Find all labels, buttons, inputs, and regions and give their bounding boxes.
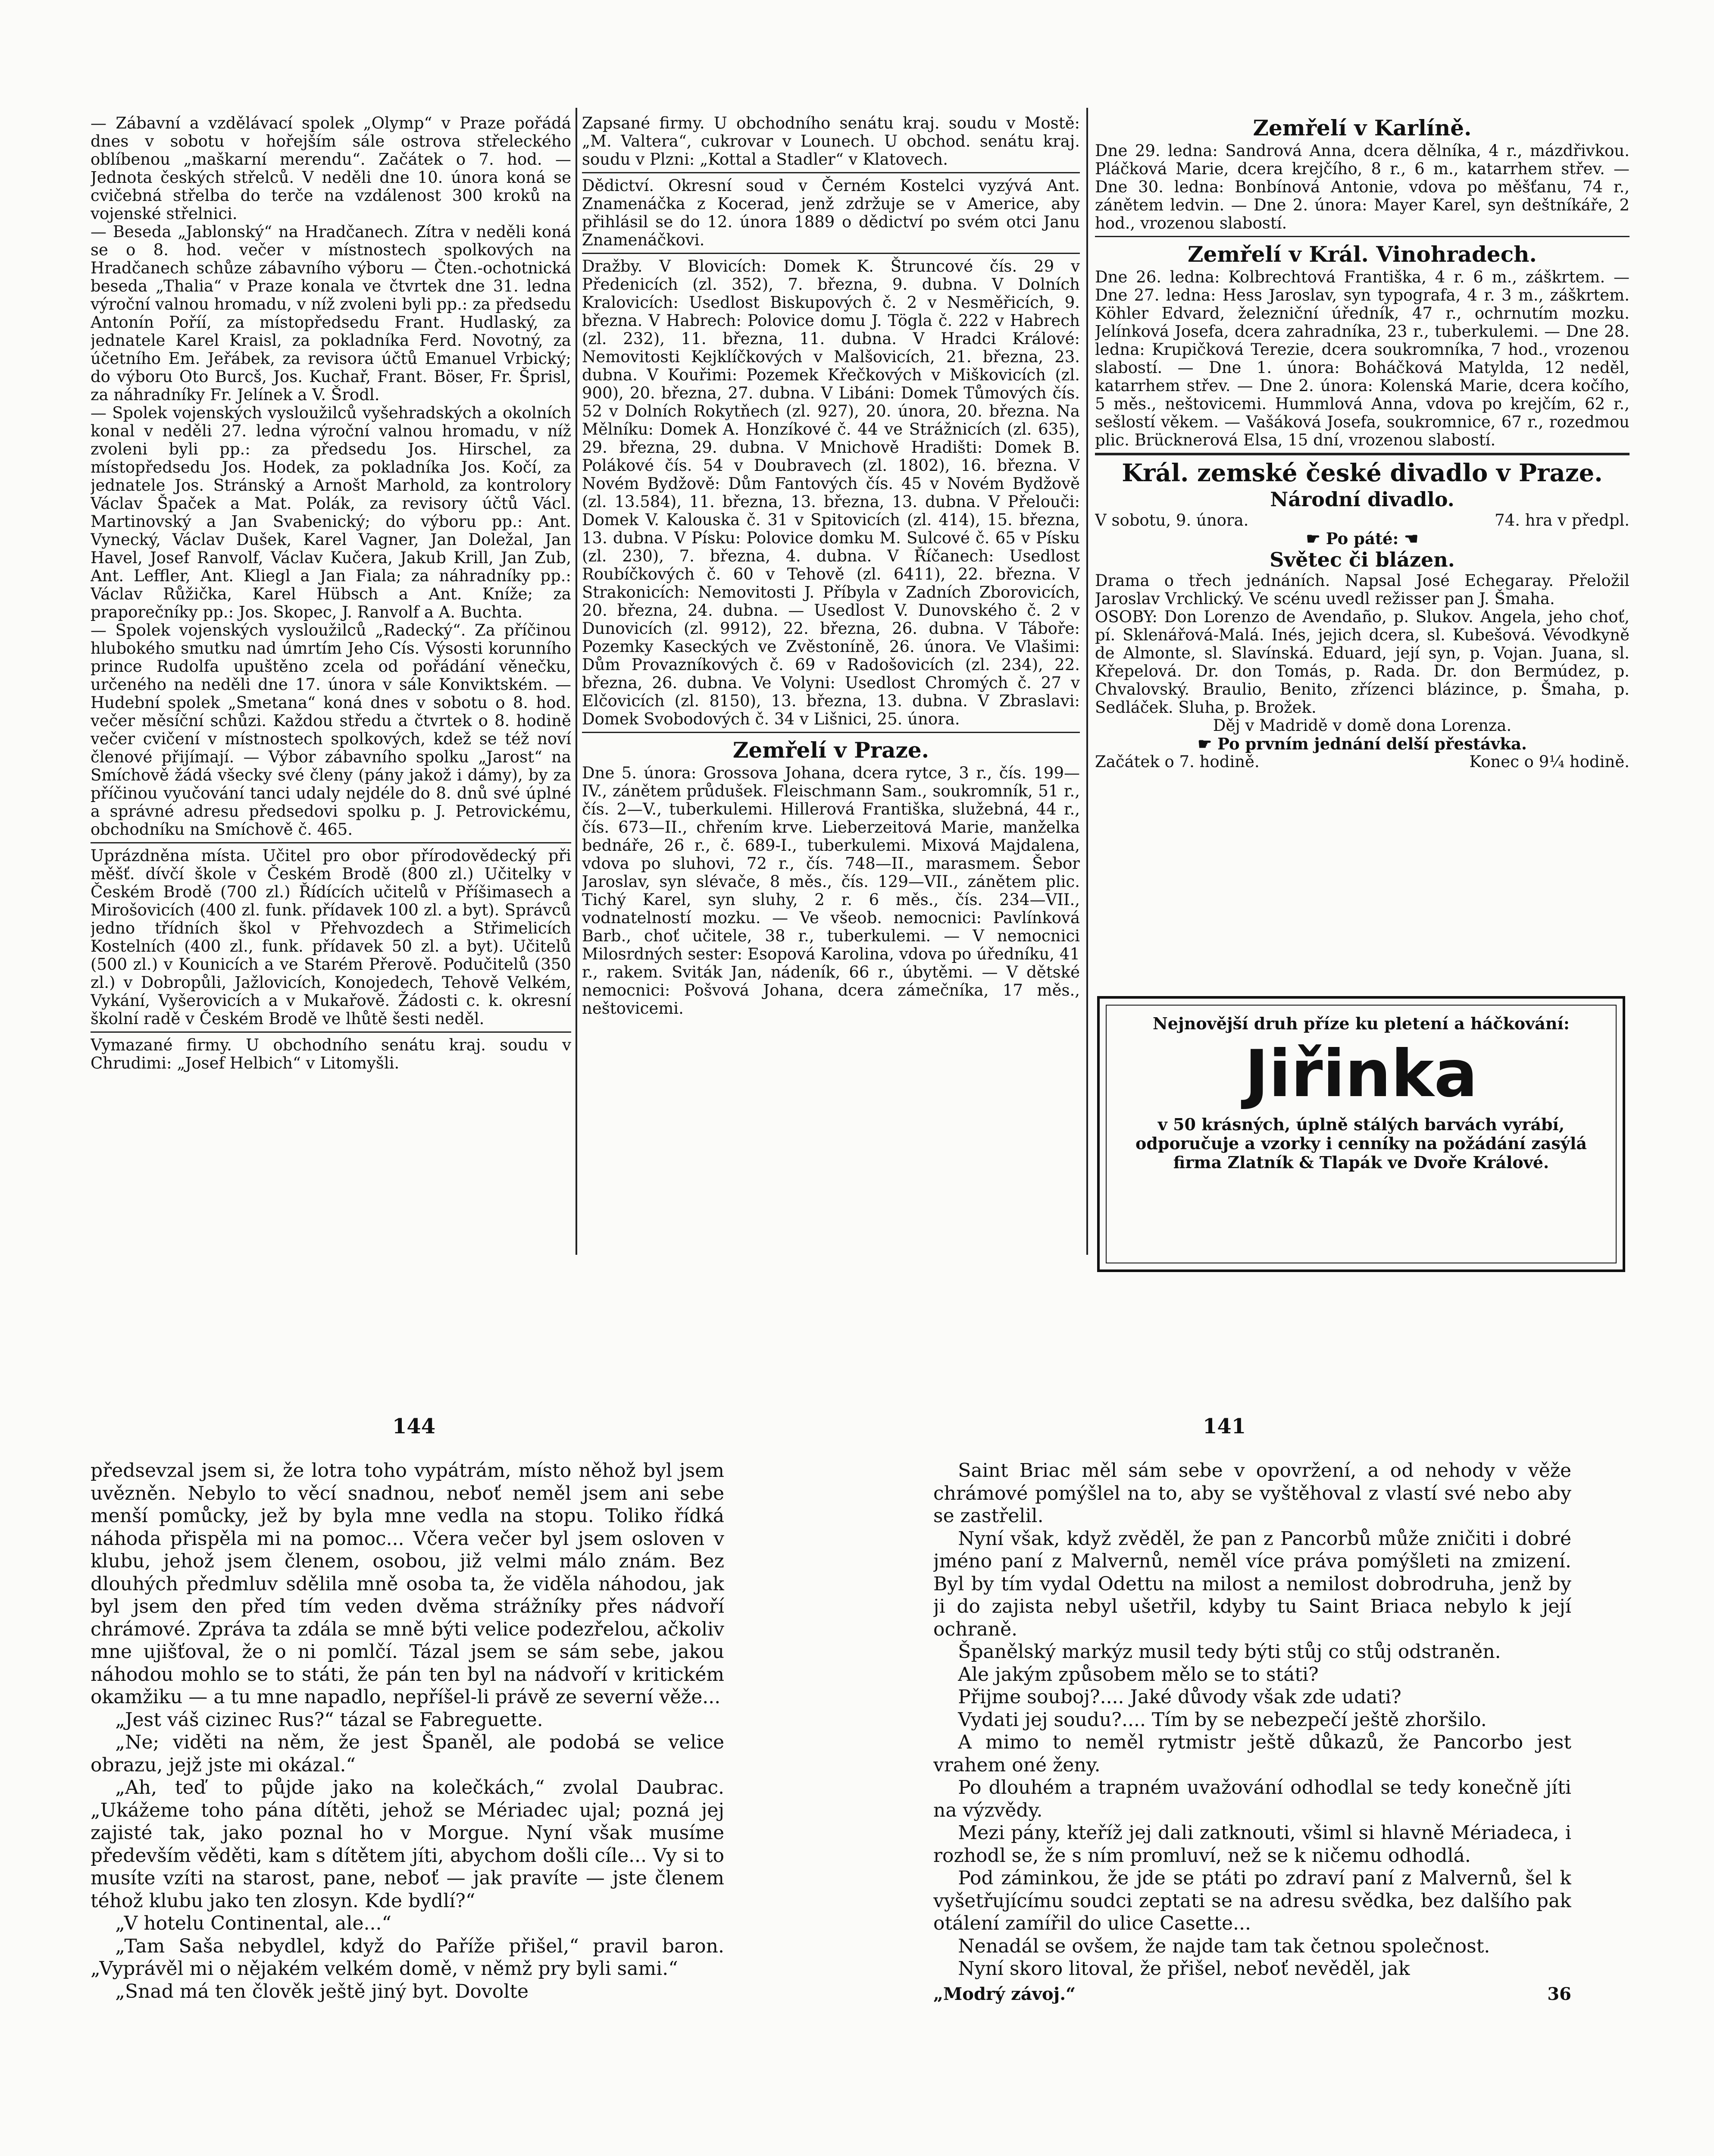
divider [91, 1031, 571, 1033]
theatre-date: V sobotu, 9. února. [1095, 511, 1249, 530]
story-paragraph: Španělský markýz musil tedy býti stůj co stůj odstraněn. [958, 1641, 1501, 1663]
end-time: Konec o 9¼ hodině. [1469, 752, 1630, 771]
start-time: Začátek o 7. hodině. [1095, 752, 1260, 771]
divider [91, 842, 571, 843]
divider [1095, 453, 1630, 455]
ad-body: v 50 krásných, úplně stálých barvách vyrábí, odporučuje a vzorky i cenníky na požádání zasýlá firma Zlatník & Tlapák ve Dvoře Králové. [1135, 1115, 1587, 1172]
story-paragraph: Mezi pány, kteříž jej dali zatknouti, všiml si hlavně Mériadeca, i rozhodl se, že s ním promluví, než se k ničemu odhodlá. [933, 1822, 1571, 1867]
theatre-first-label [1095, 530, 1630, 548]
paragraph: Dědictví. Okresní soud v Černém Kostelci vyzývá Ant. Znamenáčka z Kocerad, jenž zdržuje se v Americe, aby přihlásil se do 12. února 1889 o dědictví po svém otci Janu Znamenáčkovi. [582, 176, 1080, 249]
ad-brand: Jiřinka [1245, 1037, 1478, 1112]
story-paragraph: „Jest váš cizinec Rus?“ tázal se Fabreguette. [115, 1708, 543, 1731]
play-title: Světec či blázen. [1270, 548, 1455, 571]
pointing-hand-icon: ☛ [1198, 734, 1218, 753]
theatre-date-row [1095, 511, 1630, 530]
story-left [91, 1460, 724, 2156]
page-number-right: 141 [1203, 1414, 1246, 1438]
story-paragraph: Saint Briac měl sám sebe v opovržení, a od nehody v věže chrámové pomýšlel na to, aby se vyštěhoval z vlastí své nebo aby se zastřelil. [933, 1460, 1571, 1527]
story-paragraph: Pod záminkou, že jde se ptáti po zdraví paní z Malvernů, šel k vyšetřujícímu soudci zeptati se na adresu svědka, bez dalšího pak otálení zamířil do ulice Casette... [933, 1867, 1571, 1934]
story-right [933, 1460, 1571, 2156]
paragraph: Dražby. V Blovicích: Domek K. Štruncové čís. 29 v Předenicích (zl. 352), 7. března, 9. dubna. V Dolních Kralovicích: Usedlost Biskupových č. 2 v Nesměřicích, 9. března. V Habrech: Polovice domu J. Tögla č. 222 v Habrech (zl. 232), 11. března, 11. dubna. V Hradci Králové: Nemovitosti Kejklíčkových v Malšovicích, 21. března, 23. dubna. V Kouřimi: Pozemek Křečkových v Miškovicích (zl. 900), 20. března, 27. dubna. V Libáni: Domek Tůmových čís. 52 v Dolních Rokytňech (zl. 927), 20. února, 20. března. Na Mělníku: Domek A. Honzíkové č. 44 ve Strážnicích (zl. 635), 29. března, 29. dubna. V Mnichově Hradišti: Domek B. Polákové čís. 54 v Doubravech (zl. 1802), 16. března. V Novém Bydžově: Dům Fantových čís. 45 v Novém Bydžově (zl. 13.584), 11. března, 13. března, 13. dubna. V Přelouči: Domek V. Kalouska č. 31 v Spitovicích (zl. 414), 15. března, 13. dubna. V Písku: Polovice domku M. Sulcové č. 65 v Písku (zl. 230), 7. března, 4. dubna. V Říčanech: Usedlost Roubíčkových č. 60 v Tehově (zl. 6411), 22. března. V Strakonicích: Nemovitosti J. Příbyla v Zadních Zborovicích, 20. března, 24. dubna. — Usedlost V. Dunovského č. 2 v Dunovicích (zl. 9912), 22. března, 26. dubna. V Táboře: Pozemky Kaseckých ve Zvěstoníně, 26. února. Ve Vlašimi: Dům Provazníkových č. 69 v Radošovicích (zl. 234), 22. března, 26. dubna. Ve Volyni: Usedlost Chromých č. 27 v Elčovicích (zl. 8150), 13. března, 13. dubna. V Zbraslavi: Domek Svobodových č. 34 v Lišnici, 25. února. [582, 257, 1080, 728]
story-paragraph: „Ne; viděti na něm, že jest Španěl, ale podobá se velice obrazu, jejž jste mi okázal.“ [91, 1731, 724, 1776]
column-announcements [91, 114, 571, 1253]
column-notices [582, 114, 1080, 1253]
paragraph: Dne 29. ledna: Sandrová Anna, dcera dělníka, 4 r., mázdřivkou. Pláčková Marie, dcera krejčího, 8 r., 6 m., katarrhem střev. — Dne 30. ledna: Bonbínová Antonie, vdova po měšťanu, 74 r., zánětem ledvin. — Dne 2. února: Mayer Karel, syn deštníkáře, 2 hod., vrozenou slabostí. [1095, 141, 1630, 232]
theatre-times [1095, 753, 1630, 771]
pause-text: Po prvním jednání delší přestávka. [1217, 734, 1527, 753]
theatre-title: Král. zemské české divadlo v Praze. [1122, 459, 1603, 487]
story-paragraph: „Tam Saša nebydlel, když do Paříže přišel,“ pravil baron. „Vyprávěl mi o nějakém velkém domě, v němž pry byli sami.“ [91, 1935, 724, 1980]
paragraph: — Spolek vojenských vysloužilců vyšehradských a okolních konal v neděli 27. ledna výroční valnou hromadu, v níž zvoleni byli pp.: za předsedu Jos. Hirschel, za místopředsedu Jos. Hodek, za pokladníka Jos. Kočí, za jednatele Jos. Stránský a Arnošt Marhold, za kontrolory Václav Špaček a Mat. Polák, za revisory účtů Václ. Martinovský a Jan Svabenický; do výboru pp.: Ant. Vynecký, Václav Dušek, Karel Vagner, Jan Doležal, Jan Havel, Josef Ranvolf, Václav Kučera, Jakub Krill, Jan Zub, Ant. Leffler, Ant. Kliegl a Jan Fiala; za náhradníky pp.: Václav Růžička, Karel Hübsch a Ant. Kníže; za praporečníky pp.: Jos. Skopec, J. Ranvolf a A. Buchta. [91, 404, 571, 621]
theatre-number: 74. hra v předpl. [1495, 511, 1630, 530]
paragraph: Uprázdněna místa. Učitel pro obor přírodovědecký při měšť. dívčí škole v Českém Brodě (800 zl.) Učitelky v Českém Brodě (700 zl.) Řídících učitelů v Příšimasech a Mirošovicích (400 zl. funk. přídavek 100 zl. a byt). Správců jedno třídních škol v Přehvozdech a Střimelicích Kostelních (400 zl., funk. přídavek 50 zl. a byt). Učitelů (500 zl.) v Kounicích a ve Starém Přerově. Podučitelů (350 zl.) v Dobropůli, Jažlovicích, Konojedech, Tehově Velkém, Vykání, Vyšerovicích a v Mukařově. Žádosti c. k. okresní školní radě v Českém Brodě ve lhůtě šesti neděl. [91, 846, 571, 1028]
theatre-subtitle: Národní divadlo. [1270, 488, 1454, 511]
divider [582, 172, 1080, 173]
story-paragraph: předsevzal jsem si, že lotra toho vypátrám, místo něhož byl jsem uvězněn. Nebylo to věcí snadnou, neboť neměl jsem ani sebe menší pomůcky, jež by byla mne vedla na stopu. Toliko řídká náhoda přispěla mi na pomoc... Včera večer byl jsem osloven v klubu, jehož jsem členem, osobou, již velmi málo znám. Bez dlouhých předmluv sdělila mně osoba ta, že viděla náhodou, jak byl jsem den před tím veden dvěma strážníky přes nádvoří chrámové. Zpráva ta zdála se mně býti velice podezřelou, ačkoliv mne ujišťoval, že o ni pomlčí. Tázal jsem se sám sebe, jakou náhodou mohlo se to státi, že pán ten byl na nádvoří v kritickém okamžiku — a tu mne napadlo, nepříšel-li právě ze severní věže... [91, 1460, 724, 1708]
paragraph: Vymazané firmy. U obchodního senátu kraj. soudu v Chrudimi: „Josef Helbich“ v Litomyšli. [91, 1036, 571, 1072]
story-paragraph: „Ah, teď to půjde jako na kolečkách,“ zvolal Daubrac. „Ukážeme toho pána dítěti, jehož se Mériadec ujal; pozná jej zajisté tak, jako poznal ho v Morgue. Nyní však musíme především věděti, kam s dítětem jíti, abychom došli cíle... Vy si to musíte vzíti na starost, pane, neboť — jak pravíte — jste členem téhož klubu jako ten zlosyn. Kde bydlí?“ [91, 1777, 724, 1912]
divider [1095, 236, 1630, 237]
page-number-left: 144 [392, 1414, 436, 1438]
section-heading: Zemřelí v Král. Vinohradech. [1188, 241, 1537, 267]
paragraph: — Spolek vojenských vysloužilců „Radecký“. Za příčinou hlubokého smutku nad úmrtím Jeho Cís. Výsosti korunního prince Rudolfa upuštěno zcela od pořádání věnečku, určeného na neděli dne 17. února v sále Konviktském. — Hudební spolek „Smetana“ koná dnes v sobotu o 8. hod. večer měsíční schůzi. Každou středu a čtvrtek o 8. hodině večer cvičení v místnostech spolkových, kdež se též noví členové přijímají. — Výbor zábavního spolku „Jarost“ na Smíchově žádá všecky své členy (pány jakož i dámy), by za příčinou vyučování tanci udaly nejdéle do 8. dnů své úplné a správné adresu předsedovi spolku p. J. Petrovickému, obchodníku na Smíchově č. 465. [91, 621, 571, 839]
story-paragraph: Po dlouhém a trapném uvažování odhodlal se tedy konečně jíti na výzvědy. [933, 1777, 1571, 1821]
play-setting: Děj v Madridě v domě dona Lorenza. [1213, 716, 1512, 735]
story-footer [933, 1983, 1571, 2006]
ad-headline: Nejnovější druh příze ku pletení a háčkování: [1153, 1014, 1570, 1033]
advertisement [1097, 996, 1625, 1272]
pointing-hand-icon: ☛ [1306, 529, 1326, 548]
first-label: Po páté: [1326, 529, 1399, 548]
play-cast: OSOBY: Don Lorenzo de Avendaño, p. Slukov. Angela, jeho choť, pí. Sklenářová-Malá. Inés, jejich dcera, sl. Kubešová. Vévodkyně de Almonte, sl. Slavínská. Eduard, její syn, p. Vojan. Juana, sl. Křepelová. Dr. don Tomás, p. Rada. Dr. don Bermúdez, p. Chvalovský. Braulio, Benito, zřízenci blázince, p. Šmaha, p. Sedláček. Sluha, p. Brožek. [1095, 608, 1630, 717]
column-rule [576, 108, 577, 1255]
divider [582, 732, 1080, 733]
story-paragraph: „Snad má ten člověk ještě jiný byt. Dovolte [115, 1980, 529, 2002]
story-paragraph: „V hotelu Continental, ale...“ [115, 1912, 392, 1934]
paragraph: — Beseda „Jablonský“ na Hradčanech. Zítra v neděli koná se o 8. hod. večer v místnostech spolkových na Hradčanech schůze zábavního výboru — Čten.-ochotnická beseda „Thalia“ v Praze konala ve čtvrtek dne 31. ledna výroční valnou hromadu, v níž zvoleni byli pp.: za předsedu Antonín Poříí, za místopředsedu Frant. Hudlaský, za jednatele Karel Kraisl, za pokladníka Ferd. Novotný, za účetního Em. Jeřábek, za revisora účtů Emanuel Vrbický; do výboru Oto Burcš, Jos. Kuchař, Frant. Böser, Fr. Šprisl, za náhradníky Fr. Jelínek a V. Šrodl. [91, 222, 571, 404]
story-paragraph: A mimo to neměl rytmistr ještě důkazů, že Pancorbo jest vrahem oné ženy. [933, 1731, 1571, 1776]
section-heading: Zemřelí v Karlíně. [1253, 115, 1472, 141]
pointing-hand-icon: ☚ [1398, 529, 1419, 548]
column-rule [1086, 108, 1088, 1255]
advertisement-inner [1106, 1005, 1617, 1263]
paragraph: Zapsané firmy. U obchodního senátu kraj. soudu v Mostě: „M. Valtera“, cukrovar v Lounech. U obchod. senátu kraj. soudu v Plzni: „Kottal a Stadler“ v Klatovech. [582, 114, 1080, 169]
footer-number: 36 [1547, 1984, 1571, 2004]
play-pause [1095, 735, 1630, 753]
footer-title: „Modrý závoj.“ [933, 1984, 1076, 2004]
story-paragraph: Nyní skoro litoval, že přišel, neboť nevěděl, jak [958, 1958, 1410, 1980]
story-paragraph: Nenadál se ovšem, že najde tam tak četnou společnost. [958, 1935, 1490, 1957]
play-description: Drama o třech jednáních. Napsal José Echegaray. Přeložil Jaroslav Vrchlický. Ve scénu uvedl režisser pan J. Šmaha. [1095, 571, 1630, 608]
story-paragraph: Přijme souboj?.... Jaké důvody však zde udati? [958, 1686, 1401, 1708]
paragraph: Dne 26. ledna: Kolbrechtová Františka, 4 r. 6 m., záškrtem. — Dne 27. ledna: Hess Jaroslav, syn typografa, 4 r. 3 m., záškrtem. Köhler Edvard, železniční úředník, 47 r., ochrnutím mozku. Jelínková Josefa, dcera zahradníka, 23 r., tuberkulemi. — Dne 28. ledna: Krupičková Terezie, dcera soukromníka, 7 hod., vrozenou slabostí. — Dne 1. února: Boháčková Matylda, 12 neděl, katarrhem střev. — Dne 2. února: Kolenská Marie, dcera kočího, 5 měs., neštovicemi. Hummlová Anna, vdova po krejčím, 62 r., sešlostí věkem. — Vašáková Josefa, soukromnice, 67 r., rozedmou plic. Brücknerová Elsa, 15 dní, vrozenou slabostí. [1095, 268, 1630, 449]
story-paragraph: Ale jakým způsobem mělo se to státi? [958, 1663, 1319, 1686]
divider [582, 253, 1080, 254]
paragraph: — Zábavní a vzdělávací spolek „Olymp“ v Praze pořádá dnes v sobotu v hořejším sále ostrova střeleckého oblíbenou „maškarní merendu“. Začátek o 7. hod. — Jednota českých střelců. V neděli dne 10. února koná se cvičebná střelba do terče na vzdálenost 300 kroků na vojenské střelnici. [91, 114, 571, 223]
story-paragraph: Vydati jej soudu?.... Tím by se nebezpečí ještě zhoršilo. [958, 1708, 1487, 1731]
paragraph: Dne 5. února: Grossova Johana, dcera rytce, 3 r., čís. 199—IV., zánětem průdušek. Fleischmann Sam., soukromník, 51 r., čís. 2—V., tuberkulemi. Hillerová Františka, služebná, 44 r., čís. 673—II., chřením krve. Lieberzeitová Marie, manželka bednáře, 26 r., č. 689-I., tuberkulemi. Mixová Majdalena, vdova po sluhovi, 72 r., čís. 748—II., marasmem. Šebor Jaroslav, syn slévače, 8 měs., čís. 129—VII., zánětem plic. Tichý Karel, syn sluhy, 2 r. 6 měs., čís. 234—VII., vodnatelností mozku. — Ve všeob. nemocnici: Pavlínková Barb., choť učitele, 38 r., tuberkulemi. — V nemocnici Milosrdných sester: Esopová Karolina, vdova po úředníku, 41 r., rakem. Sviták Jan, nádeník, 66 r., úbytěmi. — V dětské nemocnici: Pošvová Johana, dcera zámečníka, 17 měs., neštovicemi. [582, 764, 1080, 1018]
section-heading: Zemřelí v Praze. [732, 737, 929, 763]
story-paragraph: Nyní však, když zvěděl, že pan z Pancorbů může zničiti i dobré jméno paní z Malvernů, neměl více práva pomýšleti na zmizení. Byl by tím vydal Odettu na milost a nemilost dobrodruha, jenž by ji do zajista nebyl ušetřil, kdyby tu Saint Briaca nebylo k její ochraně. [933, 1527, 1571, 1640]
